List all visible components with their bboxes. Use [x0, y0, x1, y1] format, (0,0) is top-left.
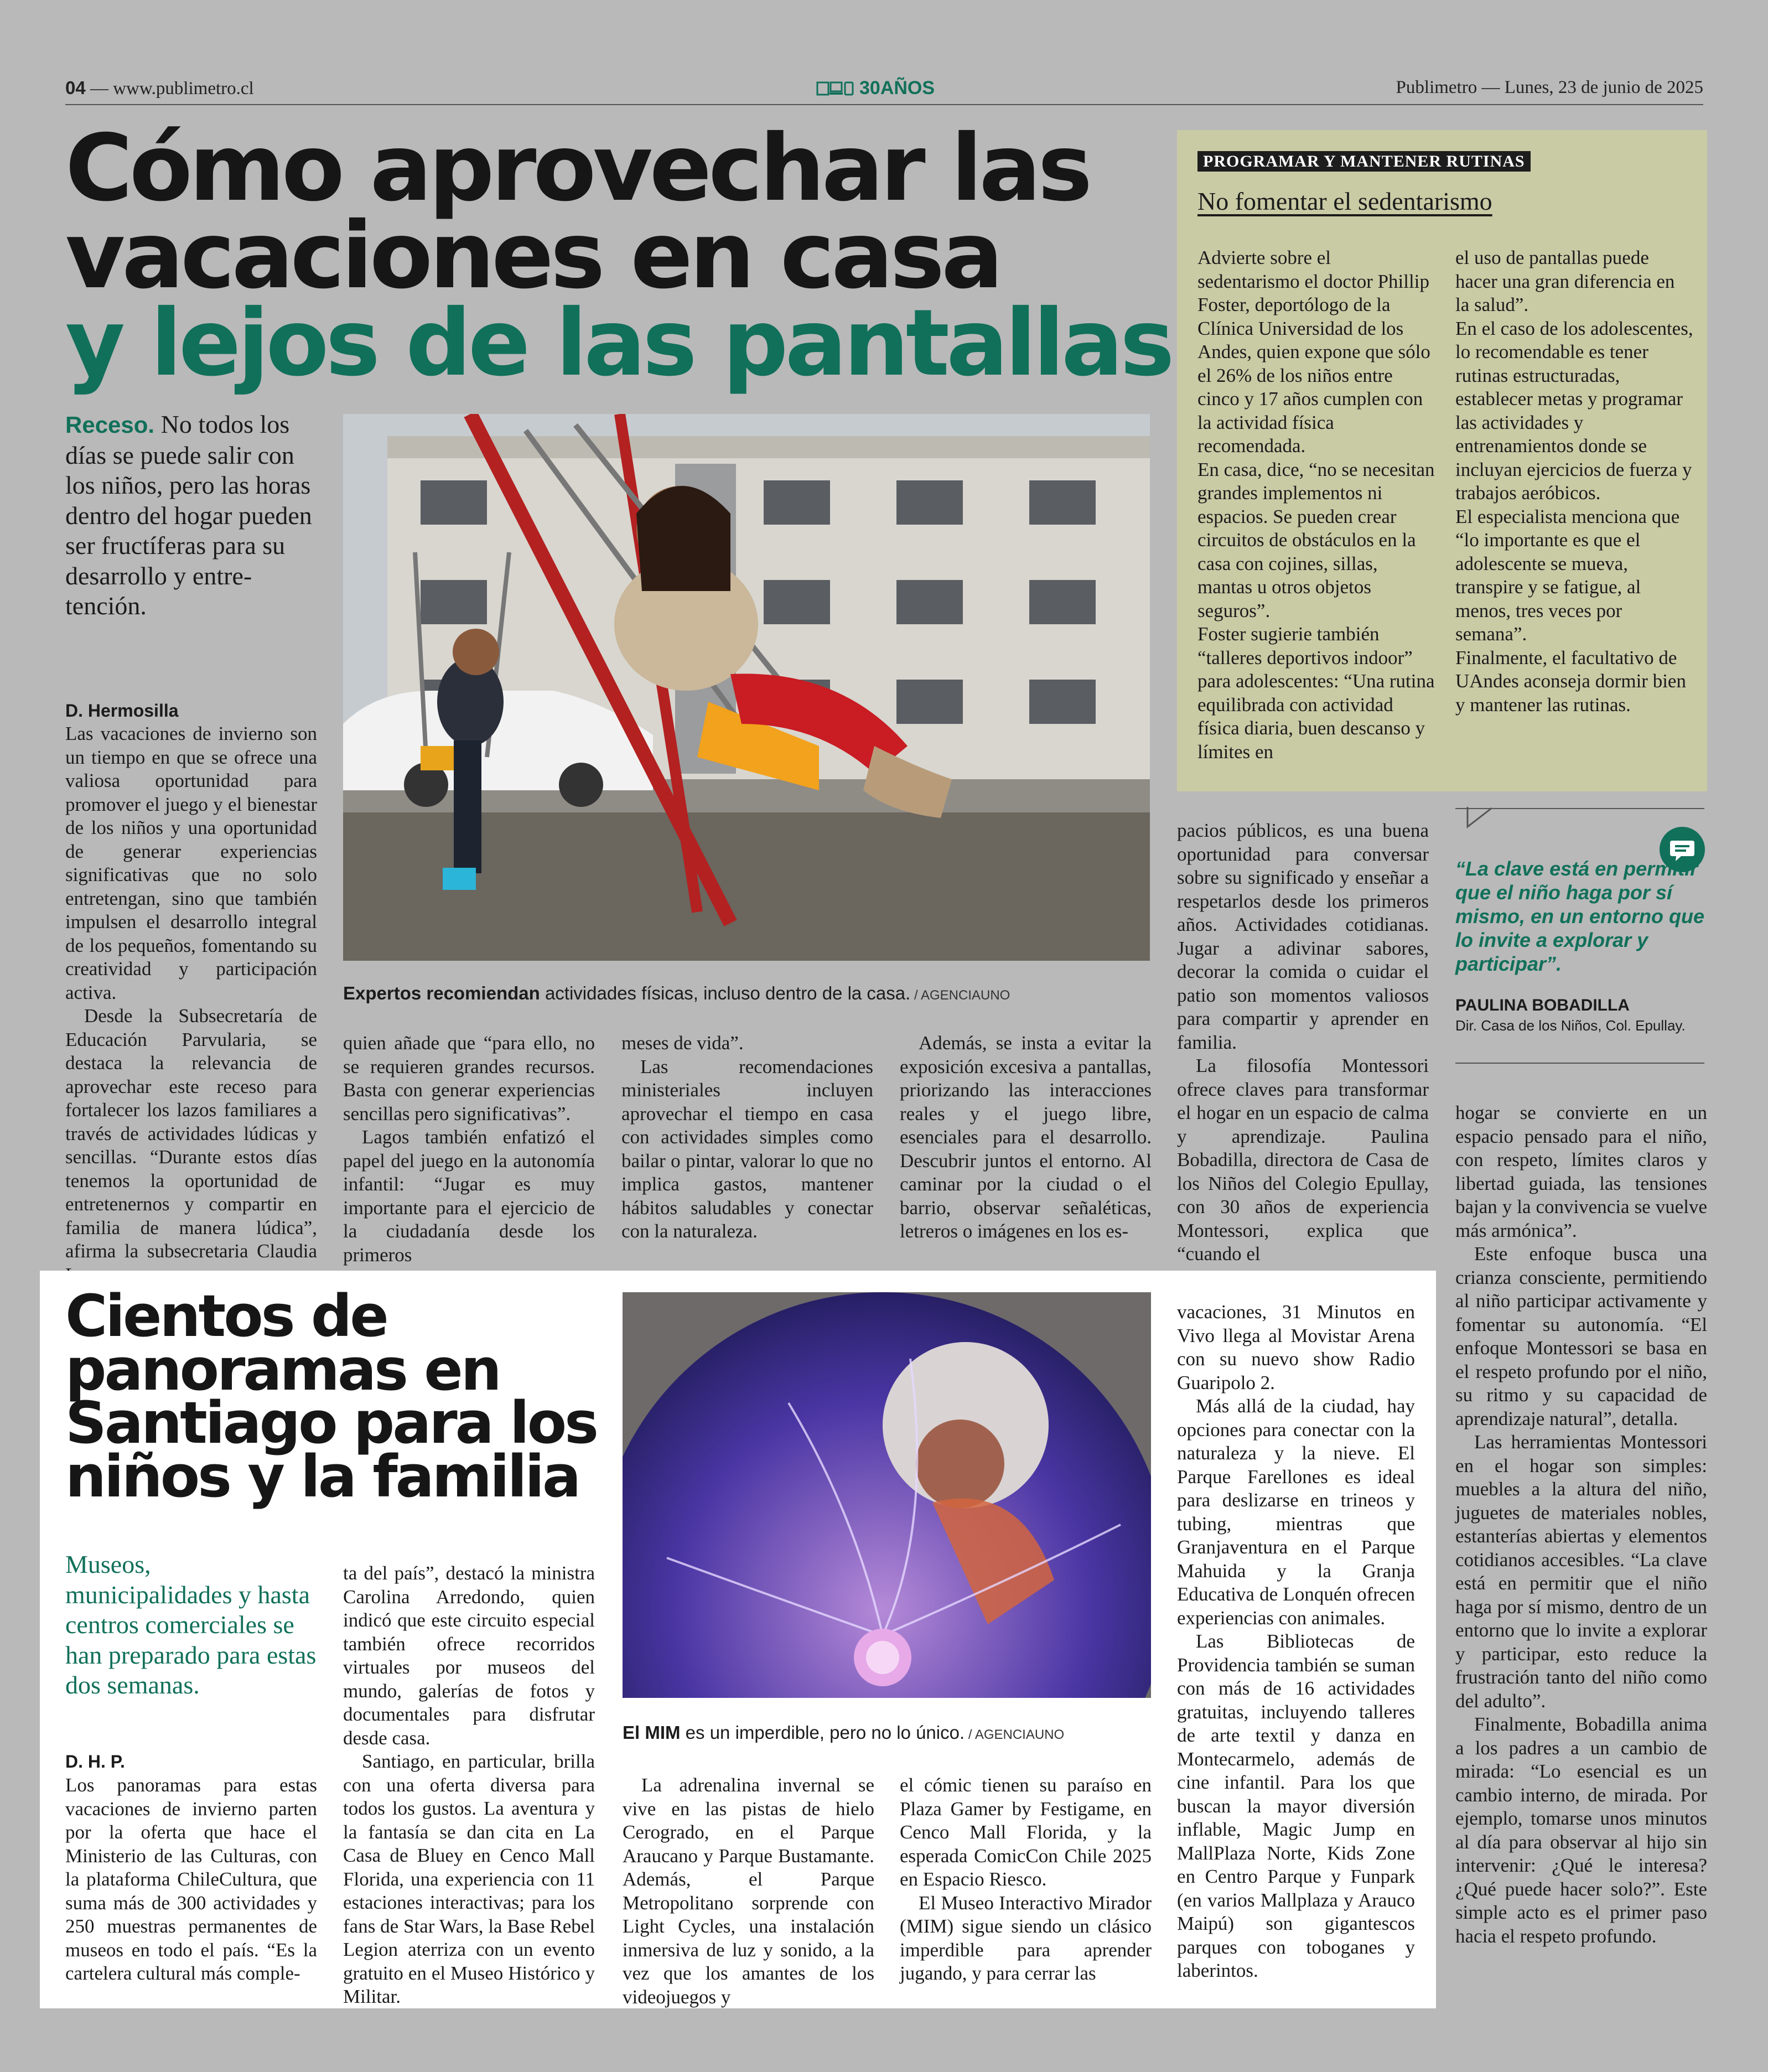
paragraph: Las herramientas Montessori en el hogar son simples: muebles a la altura del niño, juguetes de materiales nobles, estanterías abiertas y elementos cotidianos accesibles. “La clave está en permitir que el niño haga por sí mismo, dentro de un entorno que lo invite a explorar y participar, esto reduce la frustración tanto del niño como del adulto”.: [1455, 1431, 1707, 1712]
lead-text: No todos los días se puede salir con los niños, pero las horas dentro del hogar pueden ser fructíferas para su desarrollo y entre-tención.: [65, 410, 312, 620]
paragraph: vacaciones, 31 Minutos en Vivo llega al Movistar Arena con su nuevo show Radio Guaripolo 2.: [1177, 1301, 1415, 1394]
paragraph: Este enfoque busca una crianza consciente, permitiendo al niño participar activamente y fomentar su autonomía. “El enfoque Montessori se basa en el respeto profundo por el niño, su ritmo y su capacidad de aprendizaje natural”, detalla.: [1455, 1243, 1707, 1429]
headline-line-2: panoramas en: [65, 1335, 500, 1403]
paragraph: El Museo Interactivo Mirador (MIM) sigue siendo un clásico imperdible para aprender jugando, y para cerrar las: [900, 1892, 1152, 1984]
paragraph: Más allá de la ciudad, hay opciones para conectar con la naturaleza y la nieve. El Parque Farellones es ideal para deslizarse en trineos y tubing, mientras que Granjaventura en el Parque Mahuida y la Granja Educativa de Lonquén ofrecen experiencias con animales.: [1177, 1395, 1415, 1629]
main-col-4: [900, 1032, 1152, 1244]
paragraph: Desde la Subsecretaría de Educación Parvularia, se destaca la relevancia de aprovechar este receso para fortalecer los lazos familiares a través de actividades lúdicas y sencillas. “Durante estos días tenemos la oportunidad de entretenernos y compartir en familia de manera lúdica”, afirma la subsecretaria Claudia: [65, 1005, 317, 1262]
logo-devices-icon: [816, 79, 855, 98]
swing-photo-illustration: [343, 414, 1150, 961]
paragraph: Los panoramas para estas vacaciones de invierno parten por la oferta que hace el Ministerio de las Culturas, con la plataforma ChileCultura, que suma más de 300 actividades y 250 muestras permanentes de museos en todo el país. “Es la cartelera cultural más comple-: [65, 1774, 317, 1984]
paragraph: Finalmente, Bobadilla anima a los padres a un cambio de mirada: “Lo esencial es un cambio interno, de mirada. Por ejemplo, tomarse unos minutos al día para observar al hijo sin intervenir: ¿Qué le interesa? ¿Qué puede hacer solo?”. Este simple acto es el primer paso hacia el respeto profundo.: [1455, 1713, 1707, 1947]
paragraph: Las vacaciones de invierno son un tiempo en que se ofrece una valiosa oportunidad para promover el juego y el bienestar de los niños y una oportunidad de generar experiencias significativas que no solo entretengan, sino que también impulsen el desarrollo integral de los pequeños, fomentando su creatividad y participación activa.: [65, 723, 317, 1003]
caption-bold: Expertos recomiendan: [343, 983, 540, 1003]
paragraph: Además, se insta a evitar la exposición excesiva a pantallas, priorizando las interacciones reales y el juego libre, esenciales para el desarrollo. Descubrir juntos el entorno. Al caminar por la ciudad o el barrio, observar señaléticas, letreros o imágenes en los es-: [900, 1032, 1152, 1242]
second-byline: D. H. P.: [65, 1752, 125, 1771]
logo-text: 30AÑOS: [859, 77, 935, 99]
second-lead: Museos, municipalidades y hasta centros comerciales se han preparado para estas dos semanas.: [65, 1550, 317, 1699]
second-col-4: [900, 1774, 1152, 1986]
main-byline: D. Hermosilla: [65, 701, 179, 721]
main-col-1: [65, 722, 317, 1287]
sidebar-title: No fomentar el sedentarismo: [1197, 187, 1492, 215]
caption-source: / AGENCIAUNO: [965, 1727, 1065, 1742]
paragraph: La adrenalina invernal se vive en las pistas de hielo Cerogrado, en el Parque Araucano y Parque Bustamante. Además, el Parque Metropolitano sorprende con Light Cycles, una instalación inmersiva de luz y sonido, a la vez que los amantes de los videojuegos y: [623, 1774, 874, 2008]
pull-quote-name: PAULINA BOBADILLA: [1455, 996, 1630, 1014]
paragraph: el uso de pantallas puede hacer una gran diferencia en la salud”.: [1455, 247, 1675, 315]
anniversary-logo: [816, 77, 935, 99]
paragraph: Las Bibliotecas de Providencia también se suman con más de 16 actividades gratuitas, incluyendo talleres de arte textil y danza en Montecarmelo, además de cine infantil. Para los que buscan la mayor diversión inflable, Magic Jump en MallPlaza Norte, Kids Zone en Centro Parque y Funpark (en varios Mallplaza y Arauco Maipú) son gigantescos parques con toboganes y laberintos.: [1177, 1630, 1415, 1981]
main-col-3: [621, 1032, 873, 1244]
caption-text: actividades físicas, incluso dentro de la casa.: [540, 983, 911, 1003]
caption-source: / AGENCIAUNO: [910, 988, 1010, 1003]
paragraph: Foster sugierie también “talleres deportivos indoor” para adolescentes: “Una rutina equilibrada con actividad física diaria, buen descanso y límites en: [1197, 623, 1435, 763]
caption-text: es un imperdible, pero no lo único.: [680, 1722, 965, 1743]
quote-rule-bottom: [1455, 1063, 1704, 1064]
paragraph: ta del país”, destacó la ministra Carolina Arredondo, quien indicó que este circuito especial también ofrece recorridos virtuales por museos del mundo, galerías de fotos y documentales para disfrutar desde casa.: [343, 1562, 595, 1749]
main-photo-swing: [343, 414, 1150, 961]
caption-bold: El MIM: [623, 1722, 681, 1743]
second-col-2: [343, 1562, 595, 2009]
paragraph: En el caso de los adolescentes, lo recomendable es tener rutinas estructuradas, establecer metas y programar las actividades y entrenamientos donde se incluyan ejercicios de fuerza y trabajos aeróbicos.: [1455, 317, 1693, 504]
paragraph: Finalmente, el facultativo de UAndes aconseja dormir bien y mantener las rutinas.: [1455, 646, 1686, 716]
right-col: [1455, 1101, 1707, 1948]
page-folio: [65, 77, 254, 99]
pull-quote-text: “La clave está en permitir que el niño haga por sí mismo, en un entorno que lo invite a explorar y participar”.: [1455, 857, 1705, 975]
second-photo-plasma: [623, 1292, 1151, 1698]
second-col-1: [65, 1774, 317, 1986]
headline-line-3: y lejos de las pantallas: [65, 290, 1171, 397]
sidebar-col-2: [1455, 246, 1693, 717]
site-url: — www.publimetro.cl: [85, 79, 254, 99]
second-photo-caption: [623, 1722, 1064, 1743]
main-headline: [65, 115, 1171, 397]
paragraph: quien añade que “para ello, no se requieren grandes recursos. Basta con generar experiencias sencillas pero significativas”.: [343, 1032, 595, 1125]
headline-line-1: Cientos de: [65, 1282, 387, 1350]
second-col-3: [623, 1774, 874, 2009]
paragraph: Lagos también enfatizó el papel del juego en la autonomía infantil: “Jugar es muy importante para el ejercicio de la ciudadanía desde los primeros: [343, 1126, 595, 1266]
main-col-2: [343, 1032, 595, 1267]
paragraph: La filosofía Montessori ofrece claves para transformar el hogar en un espacio de calma y aprendizaje. Paulina Bobadilla, directora de Casa de los Niños del Colegio Epullay, con 30 años de experiencia Montessori, explica que “cuando el: [1177, 1055, 1429, 1265]
page-number: 04: [65, 77, 86, 98]
pull-quote-role: Dir. Casa de los Niños, Col. Epullay.: [1455, 1017, 1686, 1034]
lead-label: Receso.: [65, 412, 155, 438]
headline-line-4: niños y la familia: [65, 1443, 579, 1511]
paragraph: Santiago, en particular, brilla con una oferta diversa para todos los gustos. La aventura y la fantasía se dan cita en La Casa de Bluey en Cenco Mall Florida, una experiencia con 11 estaciones interactivas; para los fans de Star Wars, la Base Rebel Legion aterriza con un evento gratuito en el Museo Histórico y Militar.: [343, 1750, 595, 2007]
paragraph: meses de vida”.: [621, 1032, 744, 1054]
headline-line-1: Cómo aprovechar las: [65, 115, 1090, 222]
paragraph: Advierte sobre el sedentarismo el doctor Phillip Foster, deportólogo de la Clínica Universidad de los Andes, quien expone que sólo el 26% de los niños entre cinco y 17 años cumplen con la actividad física recomendada.: [1197, 247, 1430, 457]
sidebar-tag: PROGRAMAR Y MANTENER RUTINAS: [1197, 151, 1531, 172]
main-photo-caption: [343, 983, 1010, 1004]
second-headline: [65, 1282, 597, 1511]
paragraph: El especialista menciona que “lo importante es que el adolescente se mueva, transpire y se fatigue, al menos, tres veces por semana”.: [1455, 505, 1680, 645]
second-col-5: [1177, 1301, 1415, 1983]
sidebar-box: [1177, 130, 1707, 791]
headline-line-2: vacaciones en casa: [65, 203, 1000, 309]
main-col-5: [1177, 819, 1429, 1266]
quote-pointer: [1466, 807, 1494, 829]
paragraph: hogar se convierte en un espacio pensado para el niño, con respeto, límites claros y libertad guiada, las tensiones bajan y la convivencia se vuelve más armónica”.: [1455, 1102, 1707, 1241]
paragraph: el cómic tienen su paraíso en Plaza Gamer by Festigame, en Cenco Mall Florida, y la esperada ComicCon Chile 2025 en Espacio Riesco.: [900, 1774, 1152, 1890]
header-rule: [65, 104, 1703, 105]
edition-date: Publimetro — Lunes, 23 de junio de 2025: [1396, 77, 1703, 97]
headline-line-3: Santiago para los: [65, 1389, 597, 1457]
plasma-ball-illustration: [623, 1292, 1151, 1698]
main-lead: [65, 410, 317, 621]
paragraph: Las recomendaciones ministeriales incluyen aprovechar el tiempo en casa con actividades simples como bailar o pintar, valorar lo que no implica gastos, mantener hábitos saludables y conectar con la naturaleza.: [621, 1055, 873, 1242]
paragraph: En casa, dice, “no se necesitan grandes implementos ni espacios. Se pueden crear circuitos de obstáculos en la casa con cojines, sillas, mantas u otros objetos seguros”.: [1197, 458, 1435, 621]
sidebar-col-1: [1197, 246, 1435, 764]
paragraph: pacios públicos, es una buena oportunidad para conversar sobre su significado y enseñar a respetarlos desde los primeros años. Actividades cotidianas. Jugar a adivinar sabores, decorar la comida o cuidar el patio son momentos valiosos para compartir y aprender en familia.: [1177, 820, 1429, 1053]
